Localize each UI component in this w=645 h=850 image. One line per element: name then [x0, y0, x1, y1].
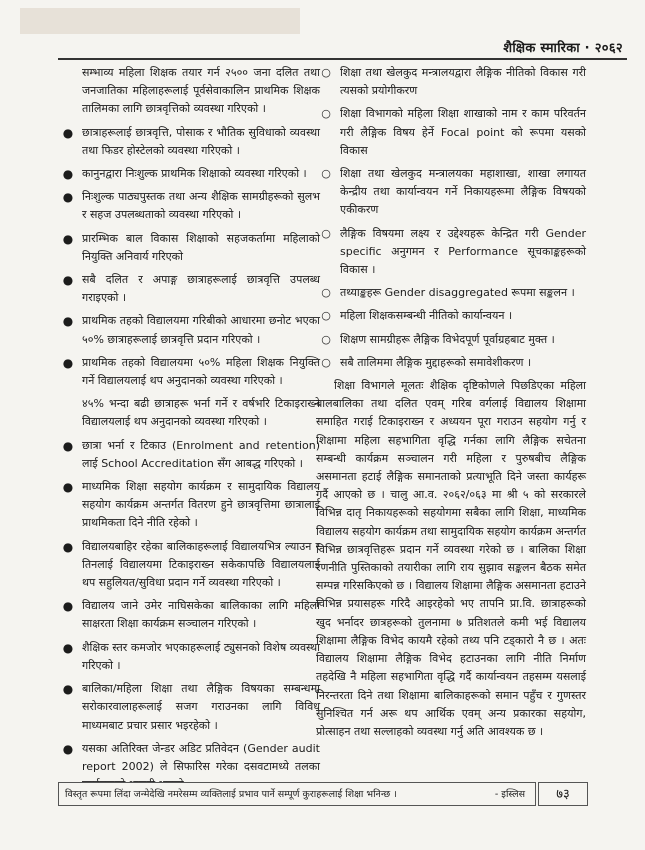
bullet-item: ● शैक्षिक स्तर कमजोर भएकाहरूलाई ट्युसनको विशेष व्यवस्था गरिएको ।	[62, 640, 320, 672]
bullet-icon: ●	[62, 599, 74, 614]
footer-quote-box	[58, 782, 536, 806]
footer-author: - इस्लिस	[494, 789, 525, 800]
bullet-item: ● बालिका/महिला शिक्षा तथा लैङ्गिक विषयका सम्बन्धमा सरोकारवालाहरूलाई सजग गराउनका लागि विविध माध्यमबाट प्रचार प्रसार भइरहेको ।	[62, 682, 320, 732]
bullet-item: ● विद्यालय जाने उमेर नाघिसकेका बालिकाका लागि महिला साक्षरता शिक्षा कार्यक्रम सञ्चालन गरिएको ।	[62, 599, 320, 631]
body-paragraph: शिक्षा विभागले मूलतः शैक्षिक दृष्टिकोणले पिछडिएका महिला बालबालिका तथा दलित एवम् गरिब वर्गलाई विद्यालय शिक्षामा समाहित गराई टिकाइराख्न र अध्ययन पूरा गराउन सहयोग गर्नु र शिक्षामा महिला सहभागिता वृद्धि गर्नका लागि लैङ्गिक सचेतना सम्बन्धी कार्यक्रम सञ्चालन गरी महिला र पुरुषबीच लैङ्गिक असमानता हटाई लैङ्गिक समानताको प्रत्याभूति दिने जस्ता कार्यहरू गर्दै आएको छ । चालु आ.व. २०६२/०६३ मा श्री ५ को सरकारले विभिन्न दातृ निकायहरूको सहयोगमा सबैका लागि शिक्षा, माध्यमिक विद्यालय सहयोग कार्यक्रम तथा सामुदायिक सहयोग कार्यक्रम अन्तर्गत विभिन्न छात्रवृत्तिहरू प्रदान गर्ने व्यवस्था गरेको छ । बालिका शिक्षा रणनीति पुस्तिकाको तयारीका लागि राय सुझाव सङ्कलन बैठक समेत सम्पन्न गरिसकिएको छ । विद्यालय शिक्षामा लैङ्गिक असमानता हटाउने विभिन्न प्रयासहरू गरिदै आइरहेको भए तापनि प्रा.वि. छात्राहरूको खुद भर्नादर छात्रहरूको तुलनामा ७ प्रतिशतले कमी भई विद्यालय शिक्षामा लैङ्गिक विभेद कायमै रहेको तथ्य पनि टड्कारो नै छ । अतः विद्यालय शिक्षामा लैङ्गिक विभेद हटाउनका लागि नीति निर्माण तहदेखि नै महिला सहभागिता वृद्धि गर्दै कार्यान्वयन तहसम्म यसलाई निरन्तरता दिने तथा शिक्षामा बालिकाहरूको समान पहुँच र गुणस्तर सुनिश्चित गर्न अरू थप आर्थिक एवम् अन्य प्रकारका सहयोग, प्रोत्साहन तथा सल्लाहको व्यवस्था गर्नु अति आवश्यक छ ।	[316, 379, 586, 738]
bullet-icon: ●	[62, 314, 74, 329]
bullet-icon: ●	[62, 231, 74, 246]
bullet-item: ● छात्रा भर्ना र टिकाउ (Enrolment and retention) लाई School Accreditation सँग आबद्ध गरिएको ।	[62, 438, 320, 470]
bullet-icon: ●	[62, 190, 74, 205]
circle-bullet-icon: ○	[321, 66, 331, 79]
page-number: ७३	[538, 782, 588, 806]
publication-title: शैक्षिक स्मारिका · २०६२	[503, 41, 623, 56]
circle-list-item: ○ महिला शिक्षकसम्बन्धी नीतिको कार्यान्वयन ।	[316, 307, 586, 325]
right-column	[316, 64, 586, 741]
circle-list-item: ○ शिक्षा तथा खेलकुद मन्त्रालयका महाशाखा, शाखा लगायत केन्द्रीय तथा कार्यान्वयन गर्ने निकायहरूमा लैङ्गिक विषयको एकीकरण	[321, 167, 586, 217]
bullet-icon: ●	[62, 167, 74, 182]
circle-bullet-icon: ○	[321, 167, 331, 181]
page-header	[0, 0, 645, 62]
bullet-item: ● यसका अतिरिक्त जेन्डर अडिट प्रतिवेदन (Gender audit report 2002) ले सिफारिस गरेका दसवटामध्ये तलका	[62, 741, 320, 773]
header-decoration	[20, 8, 300, 34]
circle-bullet-icon: ○	[321, 107, 331, 121]
bullet-item: ● कानुनद्वारा निःशुल्क प्राथमिक शिक्षाको व्यवस्था गरिएको ।	[58, 165, 320, 183]
circle-list-item: ○ तथ्याङ्कहरू Gender disaggregated रूपमा सङ्कलन ।	[316, 284, 586, 302]
bullet-icon: ●	[62, 273, 74, 288]
circle-bullet-icon: ○	[321, 286, 331, 300]
circle-list-item: ○ शिक्षा विभागको महिला शिक्षा शाखाको नाम र काम परिवर्तन गरी लैङ्गिक विषय हेर्ने Focal point को रूपमा यसको विकास	[321, 107, 586, 157]
circle-list-item: ○ शिक्षा तथा खेलकुद मन्त्रालयद्वारा लैङ्गिक नीतिको विकास गरी त्यसको प्रयोगीकरण	[321, 66, 586, 98]
header-rule	[58, 58, 627, 60]
bullet-icon: ●	[62, 355, 74, 370]
circle-list-item: ○ लैङ्गिक विषयमा लक्ष्य र उद्देश्यहरू केन्द्रित गरी Gender specific अनुगमन र Performance सूचकाङ्कहरूको विकास ।	[321, 226, 586, 277]
circle-bullet-icon: ○	[321, 309, 331, 323]
bullet-item: ● निःशुल्क पाठ्यपुस्तक तथा अन्य शैक्षिक सामग्रीहरूको सुलभ र सहज उपलब्धताको व्यवस्था गरिएको ।	[62, 190, 320, 222]
footer-quote: विस्तृत रूपमा लिंदा जन्मेदेखि नमरेसम्म व्यक्तिलाई प्रभाव पार्ने सम्पूर्ण कुराहरूलाई शिक्षा भनिन्छ ।	[65, 789, 397, 800]
bullet-icon: ●	[62, 640, 74, 655]
intro-text: सम्भाव्य महिला शिक्षक तयार गर्न २५०० जना दलित तथा जनजातिका महिलाहरूलाई पूर्वसेवाकालिन प्राथमिक शिक्षक तालिमका लागि छात्रवृत्तिको व्यवस्था गरिएको ।	[82, 66, 320, 116]
bullet-icon: ●	[62, 125, 74, 140]
continuation-text: ४५% भन्दा बढी छात्राहरू भर्ना गर्ने र वर्षभरि टिकाइराख्ने विद्यालयलाई थप अनुदानको व्यवस्था गरिएको ।	[82, 397, 320, 429]
bullet-item: ● विद्यालयबाहिर रहेका बालिकाहरूलाई विद्यालयभित्र ल्याउन र तिनलाई विद्यालयमा टिकाइराख्न सकेकापछि विद्यालयलाई थप सहुलियत/सुविधा प्रदान गर्ने व्यवस्था गरिएको ।	[62, 539, 320, 590]
circle-bullet-icon: ○	[321, 355, 331, 369]
bullet-icon: ●	[62, 539, 74, 554]
circle-list-item: ○ शिक्षण सामग्रीहरू लैङ्गिक विभेदपूर्ण पूर्वाग्रहबाट मुक्त ।	[316, 331, 586, 349]
bullet-item: ● सबै दलित र अपाङ्ग छात्राहरूलाई छात्रवृत्ति उपलब्ध गराइएको ।	[62, 273, 320, 305]
bullet-icon: ●	[62, 682, 74, 697]
circle-bullet-icon: ○	[321, 332, 331, 346]
circle-list-item: ○ सबै तालिममा लैङ्गिक मुद्दाहरूको समावेशीकरण ।	[316, 354, 586, 372]
bullet-icon: ●	[62, 480, 74, 495]
bullet-icon: ●	[62, 438, 74, 453]
bullet-item: ● प्राथमिक तहको विद्यालयमा गरिबीको आधारमा छनोट भएका ५०% छात्राहरूलाई छात्रवृत्ति प्रदान गरिएको ।	[62, 314, 320, 346]
bullet-item: ● छात्राहरूलाई छात्रवृत्ति, पोसाक र भौतिक सुविधाको व्यवस्था तथा फिडर होस्टेलको व्यवस्था गरिएको ।	[62, 125, 320, 157]
bullet-item: ● प्रारम्भिक बाल विकास शिक्षाको सहजकर्तामा महिलाको नियुक्ति अनिवार्य गरिएको	[62, 231, 320, 263]
circle-bullet-icon: ○	[321, 226, 331, 240]
bullet-icon: ●	[62, 741, 74, 756]
left-column	[58, 64, 320, 799]
bullet-item: ● माध्यमिक शिक्षा सहयोग कार्यक्रम र सामुदायिक विद्यालय सहयोग कार्यक्रम अन्तर्गत वितरण हुने छात्रवृत्तिमा छात्रालाई प्राथमिकता दिने नीति रहेको ।	[62, 480, 320, 530]
bullet-item: ● प्राथमिक तहको विद्यालयमा ५०% महिला शिक्षक नियुक्ति गर्ने विद्यालयलाई थप अनुदानको व्यवस्था गरिएको ।	[62, 355, 320, 388]
